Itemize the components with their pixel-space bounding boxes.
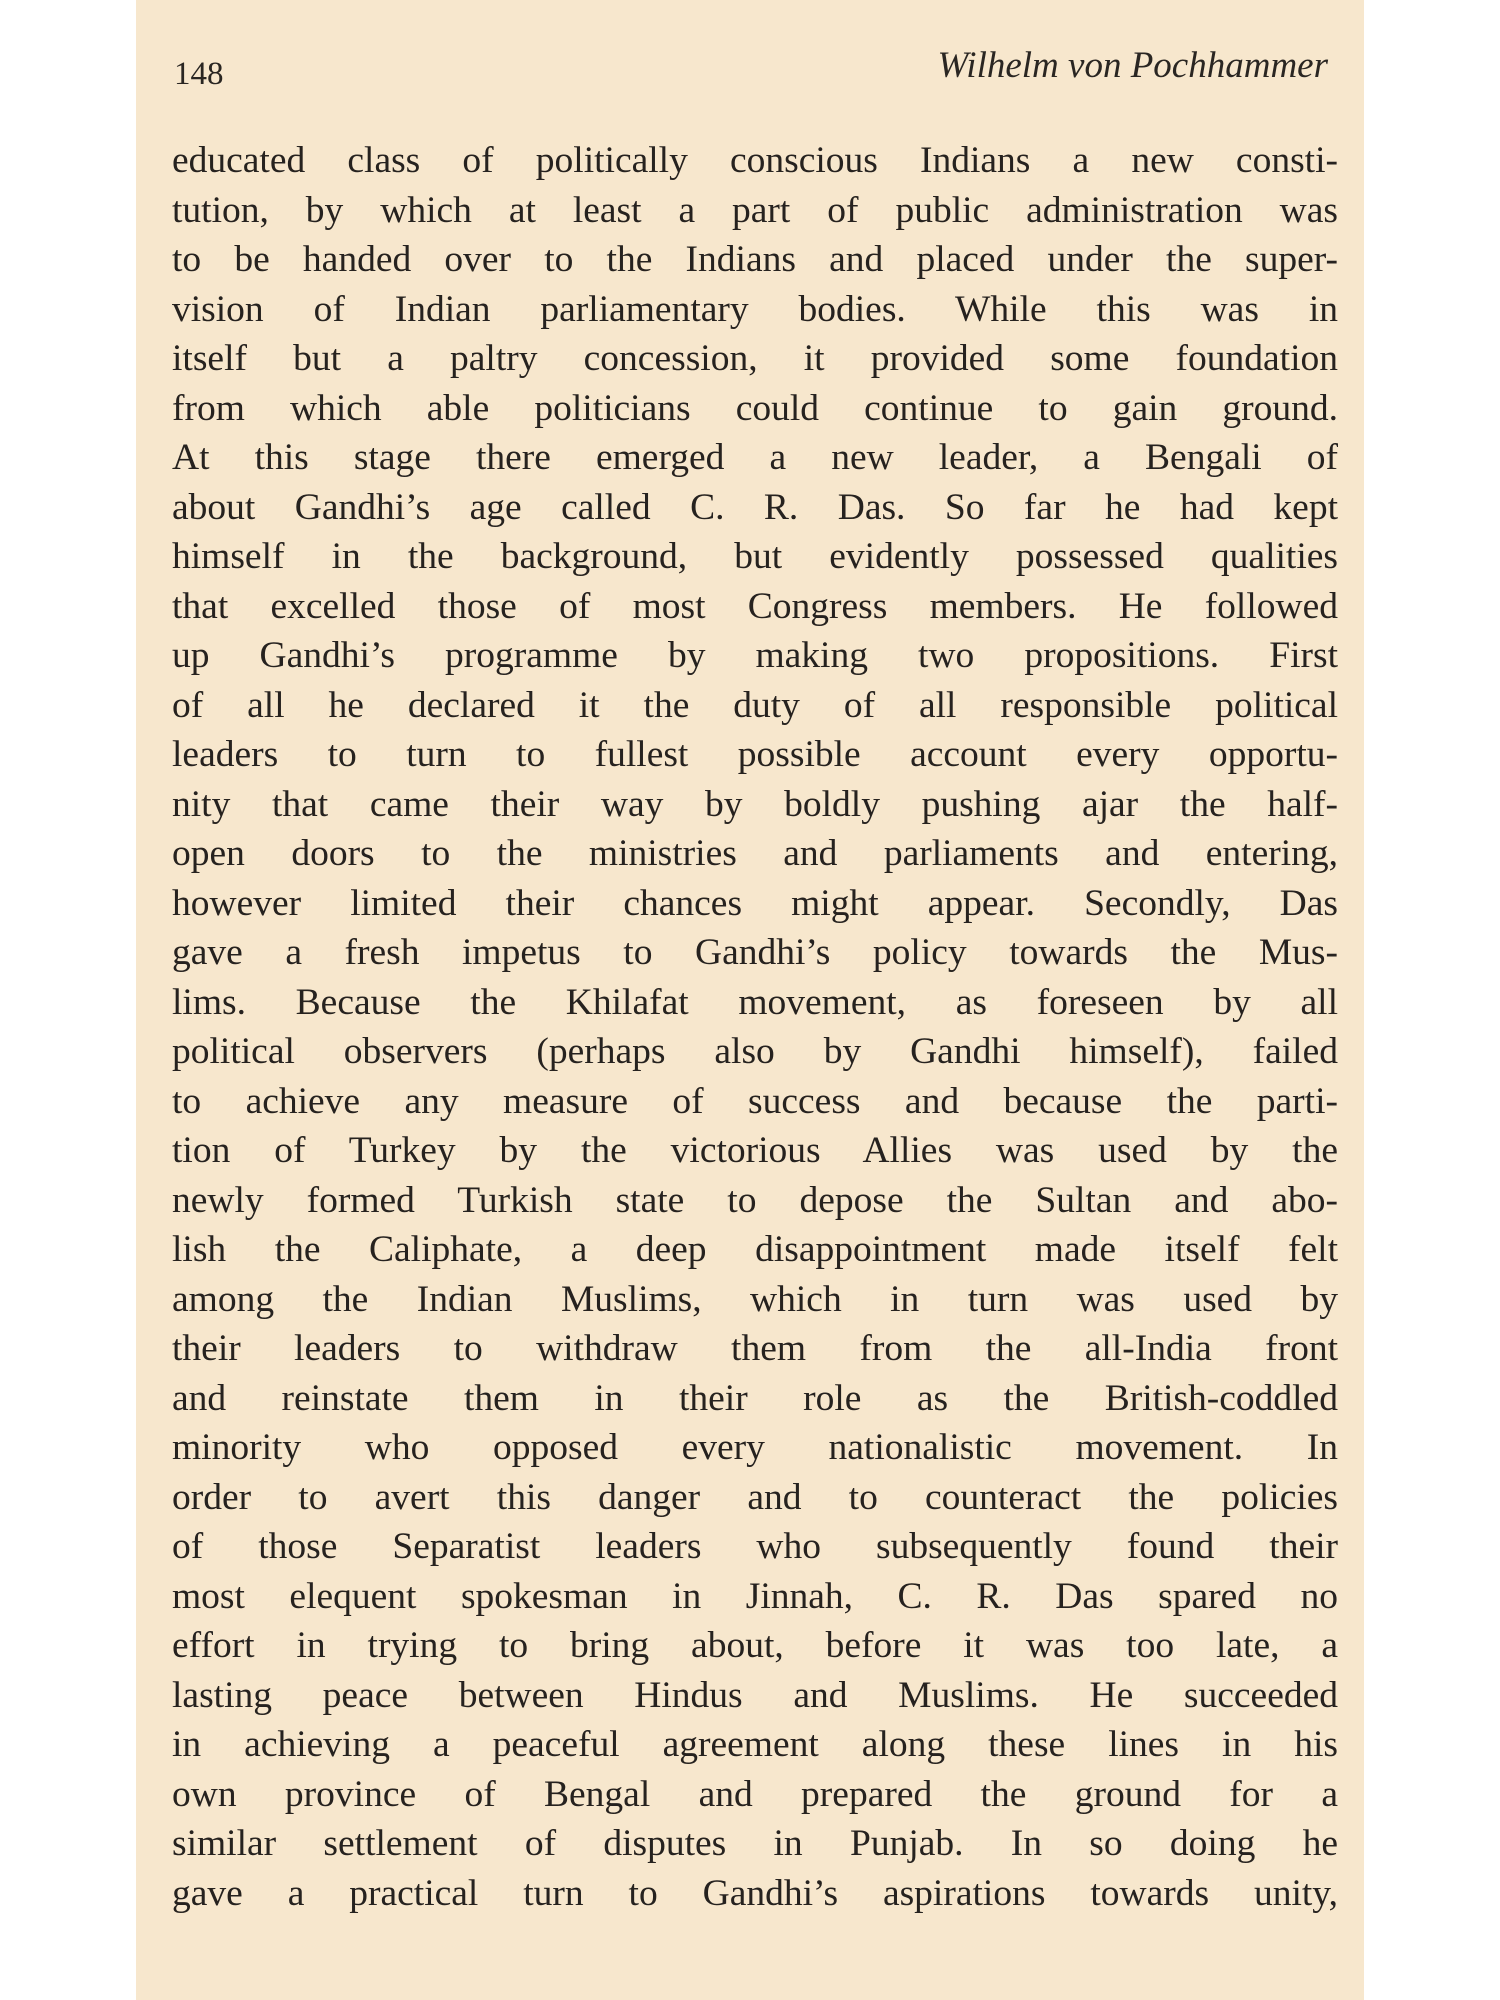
text-line: among the Indian Muslims, which in turn was used by <box>172 1278 1338 1320</box>
text-line: lish the Caliphate, a deep disappointment made itself felt <box>172 1229 1338 1270</box>
text-line: lims. Because the Khilafat movement, as foreseen by all <box>172 981 1338 1023</box>
text-line: tion of Turkey by the victorious Allies was used by the <box>172 1130 1338 1171</box>
text-line: from which able politicians could continue to gain ground. <box>172 387 1338 429</box>
text-line: educated class of politically conscious Indians a new consti- <box>172 140 1338 181</box>
text-line: effort in trying to bring about, before it was too late, a <box>172 1625 1338 1666</box>
text-line: tution, by which at least a part of public administration was <box>172 189 1338 231</box>
text-line: however limited their chances might appear. Secondly, Das <box>172 882 1338 924</box>
page-number: 148 <box>174 56 224 92</box>
text-line: about Gandhi’s age called C. R. Das. So far he had kept <box>172 486 1338 528</box>
text-line: At this stage there emerged a new leader, a Bengali of <box>172 437 1338 478</box>
text-line: of all he declared it the duty of all responsible political <box>172 684 1338 726</box>
text-line: that excelled those of most Congress members. He followed <box>172 585 1338 627</box>
text-line: gave a practical turn to Gandhi’s aspirations towards unity, <box>172 1872 1338 1914</box>
text-line: political observers (perhaps also by Gandhi himself), failed <box>172 1031 1338 1072</box>
text-line: of those Separatist leaders who subsequently found their <box>172 1526 1338 1567</box>
text-line: vision of Indian parliamentary bodies. While this was in <box>172 288 1338 330</box>
text-line: most elequent spokesman in Jinnah, C. R. Das spared no <box>172 1575 1338 1617</box>
text-line: own province of Bengal and prepared the ground for a <box>172 1773 1338 1815</box>
text-line: and reinstate them in their role as the British-coddled <box>172 1377 1338 1419</box>
running-head: Wilhelm von Pochhammer <box>937 45 1328 86</box>
text-line: their leaders to withdraw them from the all-India front <box>172 1328 1338 1369</box>
text-line: similar settlement of disputes in Punjab. In so doing he <box>172 1823 1338 1864</box>
body-text <box>172 136 1338 1918</box>
page-header <box>174 44 1328 100</box>
book-page <box>136 0 1364 2000</box>
text-line: to be handed over to the Indians and placed under the super- <box>172 239 1338 280</box>
text-line: nity that came their way by boldly pushing ajar the half- <box>172 783 1338 825</box>
text-line: newly formed Turkish state to depose the Sultan and abo- <box>172 1179 1338 1221</box>
text-line: itself but a paltry concession, it provided some foundation <box>172 338 1338 379</box>
text-line: leaders to turn to fullest possible account every opportu- <box>172 734 1338 775</box>
text-line: order to avert this danger and to counteract the policies <box>172 1476 1338 1518</box>
text-line: gave a fresh impetus to Gandhi’s policy towards the Mus- <box>172 932 1338 973</box>
text-line: minority who opposed every nationalistic movement. In <box>172 1427 1338 1468</box>
text-line: open doors to the ministries and parliaments and entering, <box>172 833 1338 874</box>
text-line: up Gandhi’s programme by making two propositions. First <box>172 635 1338 676</box>
text-line: to achieve any measure of success and because the parti- <box>172 1080 1338 1122</box>
text-line: lasting peace between Hindus and Muslims. He succeeded <box>172 1674 1338 1716</box>
text-line: in achieving a peaceful agreement along these lines in his <box>172 1724 1338 1765</box>
text-line: himself in the background, but evidently possessed qualities <box>172 536 1338 577</box>
